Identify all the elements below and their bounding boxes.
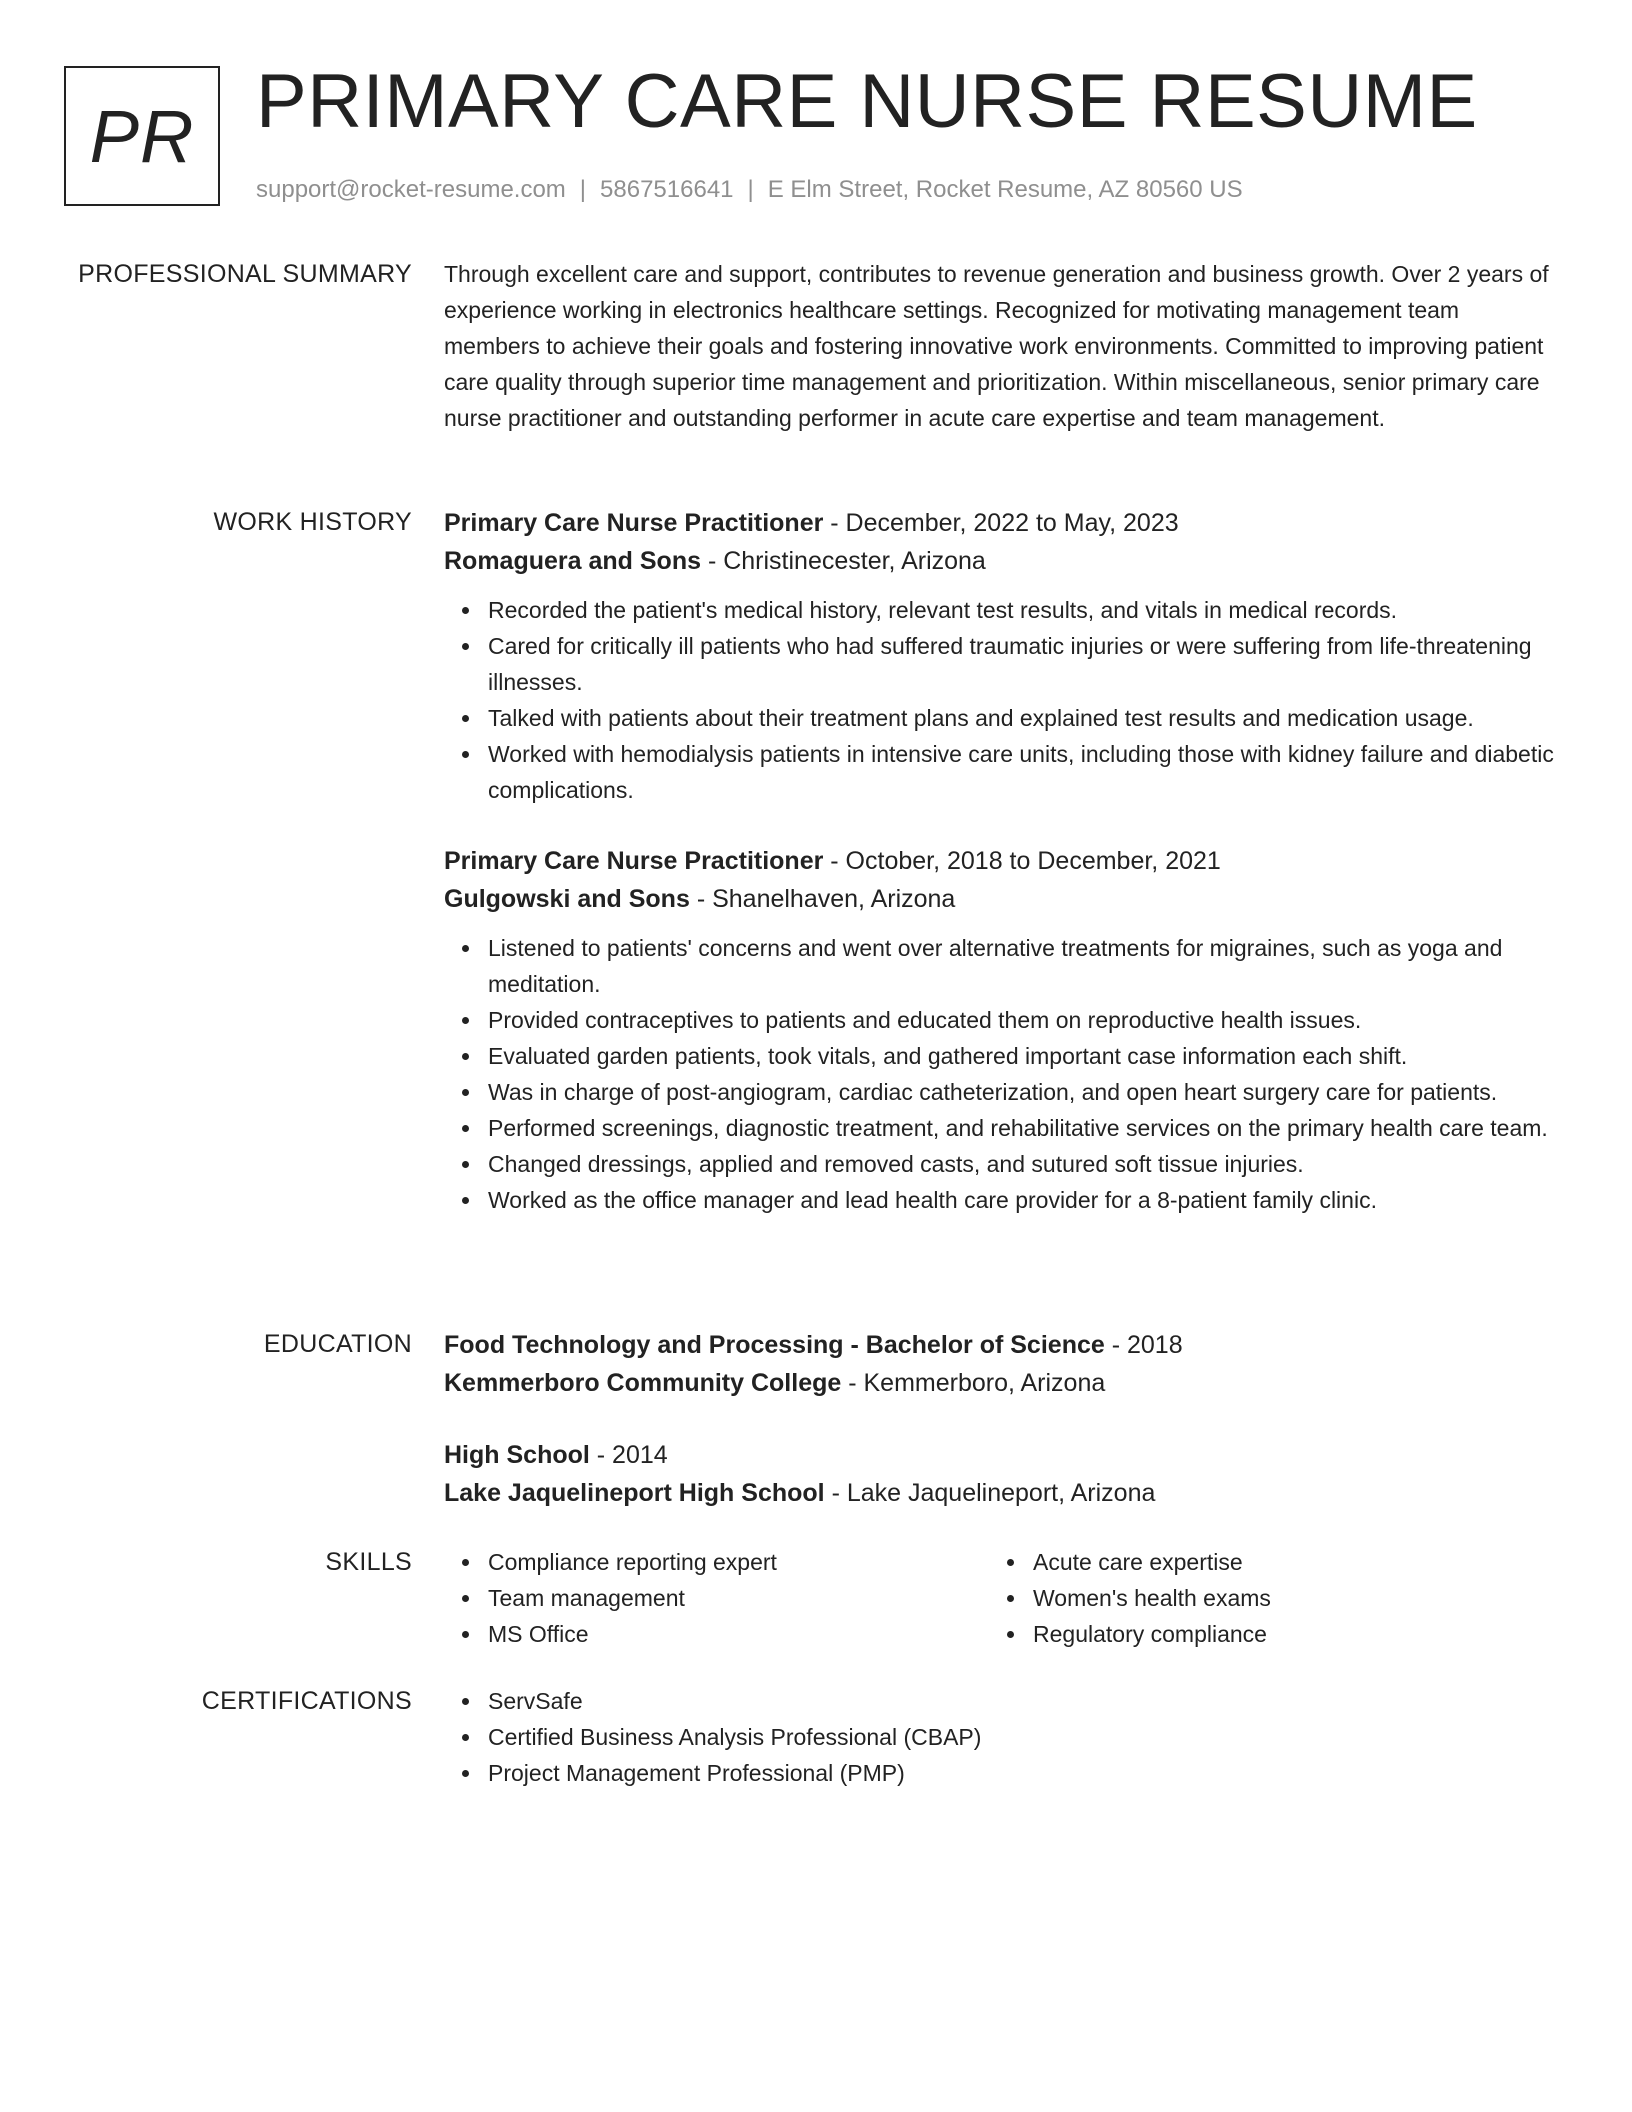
education-school-line — [444, 1474, 1562, 1512]
education-degree: High School — [444, 1441, 590, 1469]
list-item: Performed screenings, diagnostic treatment, and rehabilitative services on the primary health care team. — [488, 1110, 1562, 1146]
list-item: Talked with patients about their treatment plans and explained test results and medication usage. — [488, 700, 1562, 736]
list-item: ServSafe — [488, 1683, 1562, 1719]
skills-grid — [444, 1544, 1562, 1652]
job-company-line — [444, 542, 1562, 580]
list-item: Compliance reporting expert — [488, 1544, 989, 1580]
list-item: Recorded the patient's medical history, relevant test results, and vitals in medical records. — [488, 592, 1562, 628]
list-item: Listened to patients' concerns and went over alternative treatments for migraines, such as yoga and meditation. — [488, 930, 1562, 1002]
contact-address: E Elm Street, Rocket Resume, AZ 80560 US — [767, 176, 1243, 203]
list-item: Certified Business Analysis Professional (CBAP) — [488, 1719, 1562, 1755]
education-location: - Lake Jaquelineport, Arizona — [824, 1479, 1156, 1507]
contact-line — [256, 174, 1243, 206]
education-degree-line — [444, 1326, 1562, 1364]
section-label: CERTIFICATIONS — [201, 1687, 412, 1715]
education-school: Lake Jaquelineport High School — [444, 1479, 825, 1507]
list-item: Team management — [488, 1580, 989, 1616]
education-location: - Kemmerboro, Arizona — [841, 1369, 1106, 1397]
education-year: - 2014 — [589, 1441, 668, 1469]
job-entry — [444, 504, 1562, 808]
list-item: Project Management Professional (PMP) — [488, 1755, 1562, 1791]
job-entry — [444, 842, 1562, 1218]
contact-email: support@rocket-resume.com — [256, 176, 566, 203]
education-year: - 2018 — [1104, 1331, 1183, 1359]
skills-list-left — [444, 1544, 989, 1652]
education-degree-line — [444, 1436, 1562, 1474]
education-school: Kemmerboro Community College — [444, 1369, 842, 1397]
job-location: - Shanelhaven, Arizona — [689, 885, 956, 913]
list-item: Was in charge of post-angiogram, cardiac catheterization, and open heart surgery care for patients. — [488, 1074, 1562, 1110]
job-title: Primary Care Nurse Practitioner — [444, 847, 824, 875]
job-location: - Christinecester, Arizona — [701, 547, 986, 575]
list-item: Worked with hemodialysis patients in intensive care units, including those with kidney failure and diabetic complications. — [488, 736, 1562, 808]
list-item: Acute care expertise — [1033, 1544, 1534, 1580]
resume-title: PRIMARY CARE NURSE RESUME — [256, 59, 1478, 144]
list-item: Worked as the office manager and lead health care provider for a 8-patient family clinic. — [488, 1182, 1562, 1218]
list-item: Regulatory compliance — [1033, 1616, 1534, 1652]
list-item: Women's health exams — [1033, 1580, 1534, 1616]
job-company: Romaguera and Sons — [444, 547, 701, 575]
summary-text: Through excellent care and support, contributes to revenue generation and business growth. Over 2 years of experience working in electronics healthcare settings. Recognized for motivating management team members to achieve their goals and fostering innovative work environments. Committed to improving patient care quality through superior time management and prioritization. Within miscellaneous, senior primary care nurse practitioner and outstanding performer in acute care expertise and team management. — [444, 261, 1549, 431]
education-degree: Food Technology and Processing - Bachelor of Science — [444, 1331, 1105, 1359]
job-dates: - December, 2022 to May, 2023 — [823, 509, 1179, 537]
monogram-initials: PR — [89, 94, 195, 178]
monogram-badge — [64, 66, 220, 206]
job-title-line — [444, 842, 1562, 880]
list-item: Changed dressings, applied and removed casts, and sutured soft tissue injuries. — [488, 1146, 1562, 1182]
list-item: Evaluated garden patients, took vitals, and gathered important case information each shift. — [488, 1038, 1562, 1074]
contact-separator: | — [579, 176, 587, 203]
section-label: PROFESSIONAL SUMMARY — [78, 260, 412, 288]
job-duties-list — [444, 930, 1562, 1218]
job-title: Primary Care Nurse Practitioner — [444, 509, 824, 537]
education-school-line — [444, 1364, 1562, 1402]
list-item: Cared for critically ill patients who had suffered traumatic injuries or were suffering from life-threatening illnesses. — [488, 628, 1562, 700]
job-dates: - October, 2018 to December, 2021 — [823, 847, 1221, 875]
list-item: MS Office — [488, 1616, 989, 1652]
job-company-line — [444, 880, 1562, 918]
contact-phone: 5867516641 — [600, 176, 734, 203]
job-company: Gulgowski and Sons — [444, 885, 690, 913]
section-label: WORK HISTORY — [213, 508, 412, 536]
education-entry — [444, 1436, 1562, 1512]
skills-list-right — [989, 1544, 1534, 1652]
contact-separator: | — [747, 176, 754, 203]
job-duties-list — [444, 592, 1562, 808]
section-label: SKILLS — [325, 1548, 412, 1576]
job-title-line — [444, 504, 1562, 542]
list-item: Provided contraceptives to patients and educated them on reproductive health issues. — [488, 1002, 1562, 1038]
education-entry — [444, 1326, 1562, 1402]
section-label: EDUCATION — [263, 1330, 412, 1358]
certifications-list — [444, 1683, 1562, 1791]
